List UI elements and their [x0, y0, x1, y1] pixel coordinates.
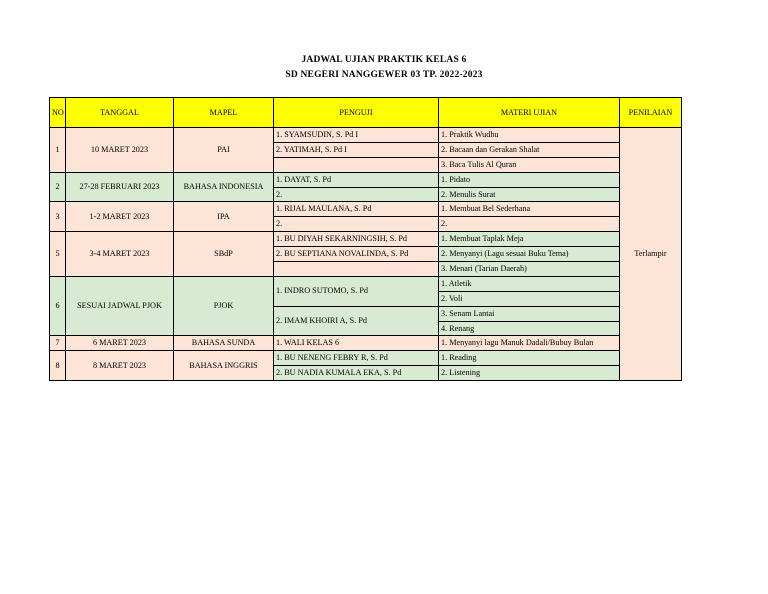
header-no: NO	[50, 98, 66, 128]
cell-materi: 3. Menari (Tarian Daerah)	[439, 262, 620, 277]
cell-penguji	[274, 157, 439, 172]
header-tanggal: TANGGAL	[66, 98, 174, 128]
cell-mapel: PAI	[174, 128, 274, 173]
cell-penguji: 2. IMAM KHOIRI A, S. Pd	[274, 306, 439, 336]
cell-no: 5	[50, 232, 66, 277]
header-penguji: PENGUJI	[274, 98, 439, 128]
cell-materi: 2.	[439, 217, 620, 232]
cell-penguji: 2.	[274, 217, 439, 232]
cell-tanggal: 10 MARET 2023	[66, 128, 174, 173]
header-mapel: MAPEL	[174, 98, 274, 128]
cell-tanggal: 3-4 MARET 2023	[66, 232, 174, 277]
cell-no: 8	[50, 351, 66, 381]
cell-tanggal: 1-2 MARET 2023	[66, 202, 174, 232]
header-materi: MATERI UJIAN	[439, 98, 620, 128]
cell-penguji: 1. WALI KELAS 6	[274, 336, 439, 351]
table-row	[50, 232, 682, 247]
cell-no: 2	[50, 172, 66, 202]
cell-materi: 1. Pidato	[439, 172, 620, 187]
cell-materi: 1. Atletik	[439, 276, 620, 291]
cell-materi: 3. Baca Tulis Al Quran	[439, 157, 620, 172]
cell-mapel: BAHASA INDONESIA	[174, 172, 274, 202]
table-row	[50, 172, 682, 187]
cell-no: 1	[50, 128, 66, 173]
cell-tanggal: 6 MARET 2023	[66, 336, 174, 351]
cell-penguji: 1. RIJAL MAULANA, S. Pd	[274, 202, 439, 217]
cell-penguji: 1. BU NENENG FEBRY R, S. Pd	[274, 351, 439, 366]
cell-mapel: SBdP	[174, 232, 274, 277]
cell-mapel: BAHASA SUNDA	[174, 336, 274, 351]
cell-materi: 1. Reading	[439, 351, 620, 366]
cell-penilaian: Terlampir	[620, 128, 682, 381]
cell-penguji: 2.	[274, 187, 439, 202]
cell-materi: 2. Menulis Surat	[439, 187, 620, 202]
cell-penguji: 2. YATIMAH, S. Pd I	[274, 142, 439, 157]
cell-materi: 4. Renang	[439, 321, 620, 336]
cell-penguji	[274, 262, 439, 277]
cell-no: 7	[50, 336, 66, 351]
document-title: JADWAL UJIAN PRAKTIK KELAS 6	[301, 55, 467, 65]
cell-penguji: 1. DAYAT, S. Pd	[274, 172, 439, 187]
cell-penguji: 2. BU SEPTIANA NOVALINDA, S. Pd	[274, 247, 439, 262]
cell-penguji: 1. BU DIYAH SEKARNINGSIH, S. Pd	[274, 232, 439, 247]
document-subtitle: SD NEGERI NANGGEWER 03 TP. 2022-2023	[285, 70, 483, 80]
exam-schedule-table	[49, 97, 682, 381]
cell-materi: 1. Menyanyi lagu Manuk Dadali/Bubuy Bulan	[439, 336, 620, 351]
cell-mapel: BAHASA INGGRIS	[174, 351, 274, 381]
table-row	[50, 351, 682, 366]
cell-tanggal: SESUAI JADWAL PJOK	[66, 276, 174, 336]
cell-materi: 3. Senam Lantai	[439, 306, 620, 321]
cell-mapel: PJOK	[174, 276, 274, 336]
cell-penguji: 2. BU NADIA KUMALA EKA, S. Pd	[274, 366, 439, 381]
cell-materi: 1. Praktik Wudhu	[439, 128, 620, 143]
cell-tanggal: 8 MARET 2023	[66, 351, 174, 381]
header-penilaian: PENILAIAN	[620, 98, 682, 128]
table-row	[50, 128, 682, 143]
cell-penguji: 1. INDRO SUTOMO, S. Pd	[274, 276, 439, 306]
cell-penguji: 1. SYAMSUDIN, S. Pd I	[274, 128, 439, 143]
cell-materi: 2. Bacaan dan Gerakan Shalat	[439, 142, 620, 157]
cell-materi: 1. Membuat Taplak Meja	[439, 232, 620, 247]
table-header-row	[50, 98, 682, 128]
table-row	[50, 336, 682, 351]
cell-no: 3	[50, 202, 66, 232]
cell-materi: 1. Membuat Bel Sederhana	[439, 202, 620, 217]
cell-materi: 2. Listening	[439, 366, 620, 381]
cell-materi: 2. Menyanyi (Lagu sesuai Buku Tema)	[439, 247, 620, 262]
table-row	[50, 202, 682, 217]
table-row	[50, 276, 682, 291]
cell-mapel: IPA	[174, 202, 274, 232]
cell-no: 6	[50, 276, 66, 336]
cell-materi: 2. Voli	[439, 291, 620, 306]
cell-tanggal: 27-28 FEBRUARI 2023	[66, 172, 174, 202]
